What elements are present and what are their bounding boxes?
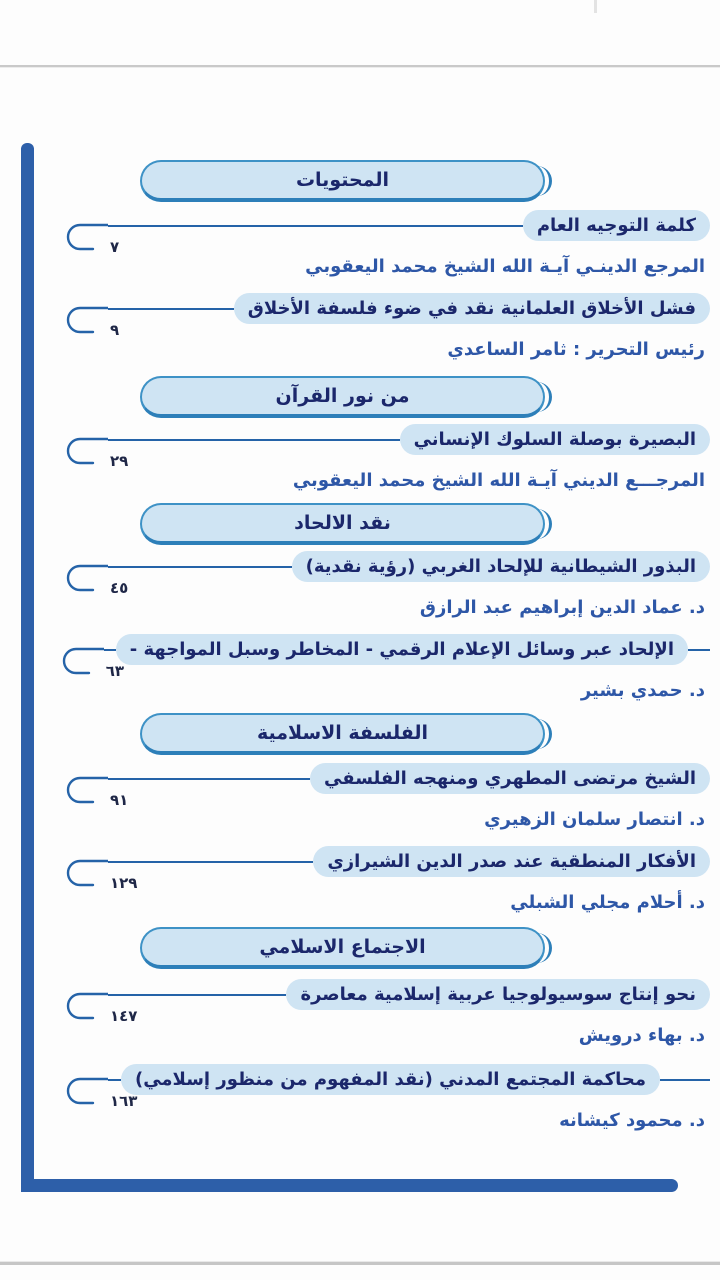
entry-title-pill bbox=[286, 979, 710, 1010]
entry-author: د. محمود كيشانه bbox=[559, 1110, 705, 1131]
entry-title-pill bbox=[234, 293, 710, 324]
leader-hook-icon bbox=[60, 301, 120, 341]
toc-entry bbox=[60, 551, 710, 622]
leader-right-dash bbox=[660, 1079, 710, 1081]
page-number: ٩١ bbox=[110, 791, 129, 809]
section-label: الفلسفة الاسلامية bbox=[256, 722, 429, 744]
entry-title-pill bbox=[523, 210, 710, 241]
leader-line bbox=[108, 1079, 121, 1081]
entry-title: الشيخ مرتضى المطهري ومنهجه الفلسفي bbox=[324, 768, 696, 789]
page-number: ١٦٣ bbox=[110, 1092, 138, 1110]
leader-hook-icon bbox=[56, 642, 125, 682]
page-title-label: المحتويات bbox=[295, 169, 390, 191]
leader-line bbox=[108, 225, 523, 227]
entry-author: د. انتصار سلمان الزهيري bbox=[484, 809, 705, 830]
section-label: من نور القرآن bbox=[275, 385, 410, 407]
page-title bbox=[140, 160, 545, 202]
bottom-divider bbox=[0, 1262, 720, 1265]
leader-hook-icon bbox=[60, 854, 138, 894]
leader-hook-icon bbox=[60, 771, 129, 811]
toc-entry bbox=[60, 763, 710, 834]
entry-title-pill bbox=[400, 424, 710, 455]
page-number: ٧ bbox=[110, 238, 120, 256]
entry-author: د. أحلام مجلي الشبلي bbox=[510, 892, 705, 913]
accent-bar-bottom bbox=[21, 1179, 678, 1192]
top-divider bbox=[0, 65, 720, 67]
entry-title: نحو إنتاج سوسيولوجيا عربية إسلامية معاصرة bbox=[300, 984, 696, 1005]
leader-line bbox=[108, 439, 400, 441]
toc-content bbox=[60, 150, 710, 1147]
entry-author: د. حمدي بشير bbox=[580, 680, 705, 701]
leader-hook-icon bbox=[60, 432, 129, 472]
accent-bar-left bbox=[21, 143, 34, 1192]
entry-title: فشل الأخلاق العلمانية نقد في ضوء فلسفة الأخلاق bbox=[247, 298, 696, 319]
section-header bbox=[140, 713, 545, 755]
leader-hook-icon bbox=[60, 218, 120, 258]
top-tick-mark bbox=[594, 0, 597, 13]
entry-title-pill bbox=[121, 1064, 660, 1095]
page-number: ١٢٩ bbox=[110, 874, 138, 892]
section-header bbox=[140, 376, 545, 418]
entry-author: رئيس التحرير : ثامر الساعدي bbox=[447, 339, 705, 360]
entry-title: البصيرة بوصلة السلوك الإنساني bbox=[413, 429, 696, 450]
toc-entry bbox=[60, 979, 710, 1050]
toc-entry bbox=[60, 293, 710, 364]
leader-line bbox=[108, 861, 313, 863]
entry-title: محاكمة المجتمع المدني (نقد المفهوم من منظور إسلامي) bbox=[134, 1069, 646, 1090]
entry-title-pill bbox=[116, 634, 688, 665]
entry-title-pill bbox=[310, 763, 710, 794]
entry-title: الإلحاد عبر وسائل الإعلام الرقمي - المخاطر وسبل المواجهة - bbox=[129, 639, 674, 660]
entry-author: د. بهاء درويش bbox=[578, 1025, 705, 1046]
leader-hook-icon bbox=[60, 559, 129, 599]
entry-author: د. عماد الدين إبراهيم عبد الرازق bbox=[419, 597, 705, 618]
page-number: ٤٥ bbox=[110, 579, 129, 597]
page-number: ٢٩ bbox=[110, 452, 129, 470]
entry-title: الأفكار المنطقية عند صدر الدين الشيرازي bbox=[327, 851, 696, 872]
entry-author: المرجـــع الديني آيـة الله الشيخ محمد اليعقوبي bbox=[292, 470, 705, 491]
entry-author: المرجع الدينـي آيـة الله الشيخ محمد اليعقوبي bbox=[305, 256, 705, 277]
toc-entry bbox=[60, 846, 710, 917]
section-header bbox=[140, 503, 545, 545]
leader-hook-icon bbox=[60, 1072, 138, 1112]
entry-title: البذور الشيطانية للإلحاد الغربي (رؤية نقدية) bbox=[305, 556, 696, 577]
leader-line bbox=[108, 308, 234, 310]
entry-title-pill bbox=[313, 846, 710, 877]
entry-title: كلمة التوجيه العام bbox=[536, 215, 696, 236]
toc-entry bbox=[60, 424, 710, 495]
toc-entry bbox=[60, 634, 710, 705]
leader-hook-icon bbox=[60, 987, 138, 1027]
toc-entry bbox=[60, 210, 710, 281]
toc-entry bbox=[60, 1064, 710, 1135]
leader-right-dash bbox=[688, 649, 710, 651]
section-header bbox=[140, 927, 545, 969]
section-label: نقد الالحاد bbox=[294, 512, 391, 534]
leader-line bbox=[108, 778, 310, 780]
page-number: ١٤٧ bbox=[110, 1007, 138, 1025]
page-number: ٦٣ bbox=[105, 662, 125, 680]
leader-line bbox=[108, 994, 286, 996]
page-number: ٩ bbox=[110, 321, 120, 339]
section-label: الاجتماع الاسلامي bbox=[259, 936, 426, 958]
leader-line bbox=[104, 649, 116, 651]
leader-line bbox=[108, 566, 292, 568]
entry-title-pill bbox=[292, 551, 710, 582]
